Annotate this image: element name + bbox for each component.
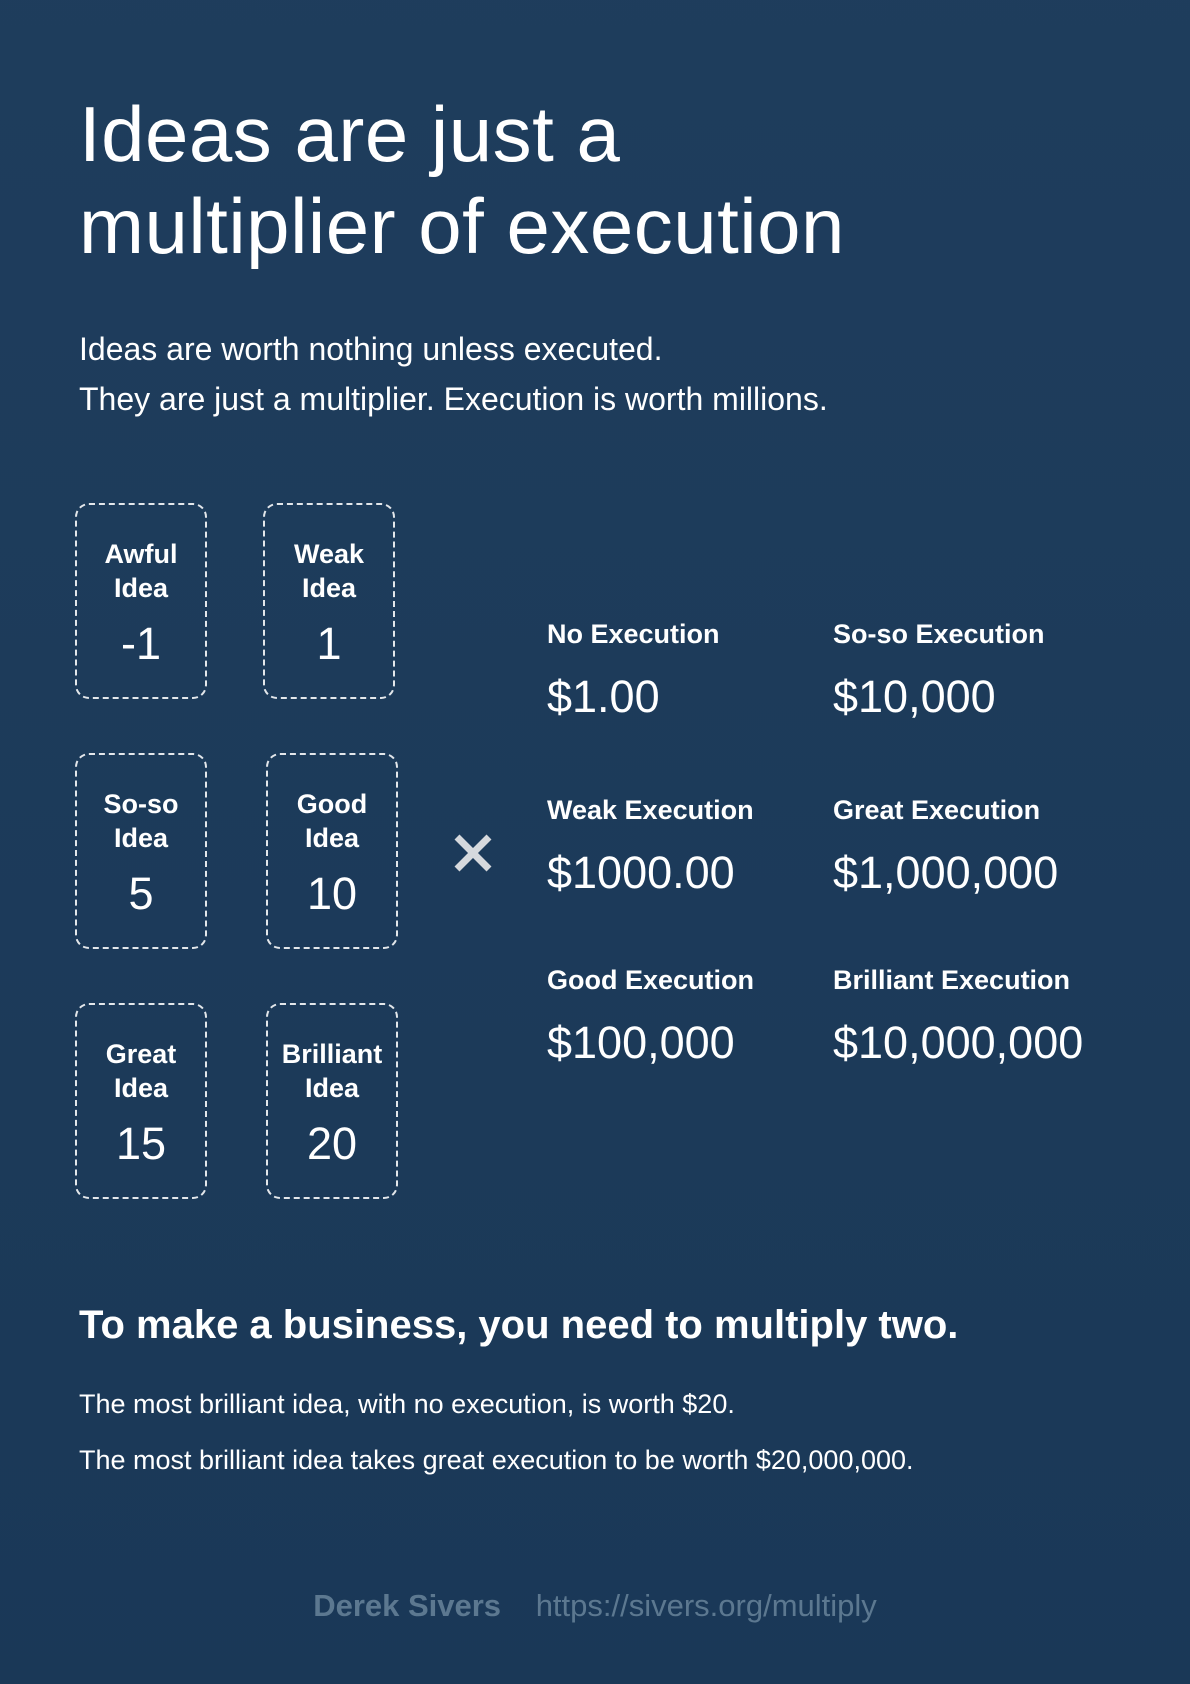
intro-text: [79, 324, 1129, 424]
execution-label: No Execution: [547, 619, 720, 649]
idea-card-great: [75, 1003, 207, 1199]
title-line-1: Ideas are just a: [79, 90, 621, 178]
title-line-2: multiplier of execution: [79, 182, 845, 270]
idea-card-so-so: [75, 753, 207, 949]
conclusion-heading: To make a business, you need to multiply two.: [79, 1303, 959, 1347]
execution-label: Great Execution: [833, 795, 1041, 825]
idea-label: [77, 787, 205, 855]
idea-label-line-2: Idea: [113, 823, 169, 853]
execution-value: $1.00: [547, 671, 660, 722]
execution-item-brilliant: [833, 963, 1083, 1071]
idea-label-line-2: Idea: [301, 573, 357, 603]
idea-value: -1: [120, 618, 161, 669]
footer-author: Derek Sivers: [313, 1588, 502, 1623]
idea-label-line-1: Great: [105, 1039, 177, 1069]
idea-value: 10: [306, 868, 358, 919]
idea-value: 1: [316, 618, 342, 669]
execution-value: $10,000: [833, 671, 996, 722]
idea-label-line-2: Idea: [304, 823, 360, 853]
idea-label: [77, 537, 205, 605]
conclusion-line-2: The most brilliant idea takes great execution to be worth $20,000,000.: [79, 1445, 914, 1475]
idea-label-line-2: Idea: [113, 1073, 169, 1103]
idea-value: 15: [115, 1118, 167, 1169]
execution-item-weak: [547, 793, 754, 901]
idea-card-weak: [263, 503, 395, 699]
idea-label: [265, 537, 393, 605]
execution-item-none: [547, 617, 720, 725]
idea-card-brilliant: [266, 1003, 398, 1199]
idea-label-line-1: Brilliant: [281, 1039, 383, 1069]
execution-value: $10,000,000: [833, 1017, 1084, 1068]
idea-label-line-2: Idea: [113, 573, 169, 603]
idea-card-good: [266, 753, 398, 949]
execution-item-great: [833, 793, 1058, 901]
footer-url-link[interactable]: https://sivers.org/multiply: [535, 1588, 877, 1623]
idea-label: [77, 1037, 205, 1105]
execution-label: So-so Execution: [833, 619, 1045, 649]
intro-line-1: Ideas are worth nothing unless executed.: [79, 331, 663, 367]
idea-label: [268, 1037, 396, 1105]
execution-label: Good Execution: [547, 965, 755, 995]
idea-label-line-2: Idea: [304, 1073, 360, 1103]
page-title: [79, 88, 1079, 272]
idea-label-line-1: Weak: [293, 539, 365, 569]
idea-card-awful: [75, 503, 207, 699]
multiply-icon: [448, 828, 498, 878]
conclusion-line-1: The most brilliant idea, with no execution, is worth $20.: [79, 1389, 735, 1419]
execution-label: Weak Execution: [547, 795, 754, 825]
footer: [0, 1586, 1190, 1626]
idea-value: 5: [128, 868, 154, 919]
idea-label: [268, 787, 396, 855]
intro-line-2: They are just a multiplier. Execution is worth millions.: [79, 381, 828, 417]
idea-label-line-1: Awful: [104, 539, 178, 569]
idea-label-line-1: Good: [296, 789, 368, 819]
idea-label-line-1: So-so: [103, 789, 179, 819]
execution-item-good: [547, 963, 754, 1071]
execution-item-so-so: [833, 617, 1045, 725]
execution-value: $100,000: [547, 1017, 735, 1068]
execution-label: Brilliant Execution: [833, 965, 1071, 995]
execution-value: $1000.00: [547, 847, 735, 898]
execution-value: $1,000,000: [833, 847, 1059, 898]
idea-value: 20: [306, 1118, 358, 1169]
